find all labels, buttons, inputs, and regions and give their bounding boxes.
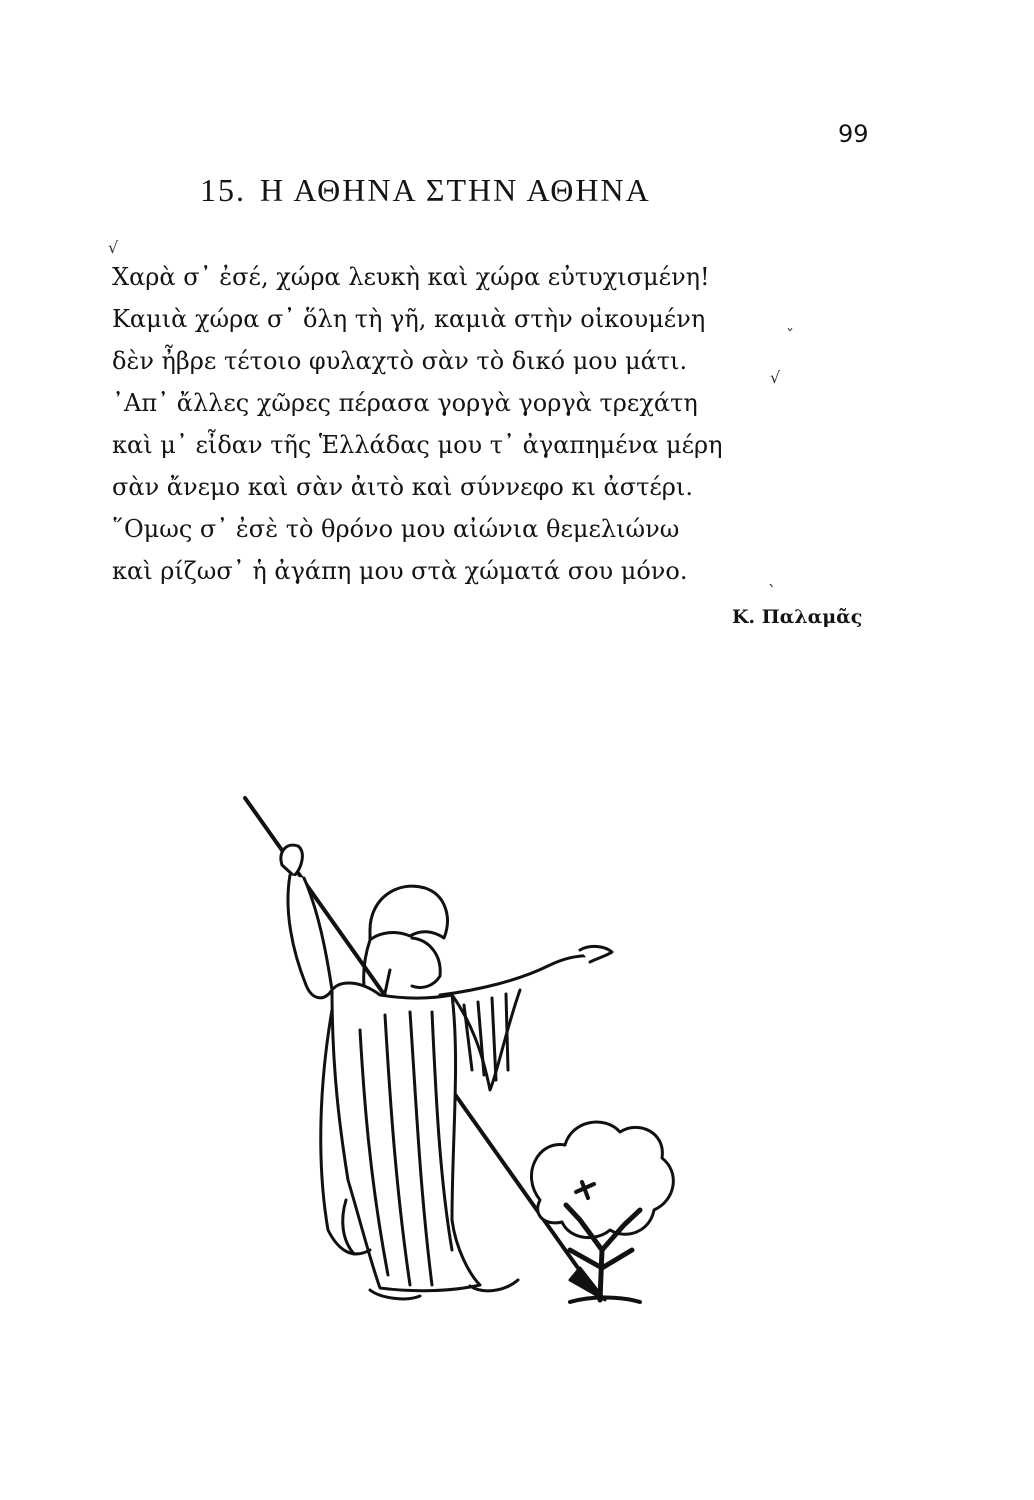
raised-arm <box>288 875 332 998</box>
athena-illustration <box>220 780 700 1330</box>
poem-title <box>200 172 651 209</box>
poem-line: σὰν ἄνεμο καὶ σὰν ἀιτὸ καὶ σύννεφο κι ἀστέρι. <box>112 473 693 501</box>
robe <box>332 983 480 1291</box>
poem-line: ᾿Απ᾿ ἄλλες χῶρες πέρασα γοργὰ γοργὰ τρεχάτη <box>112 389 698 417</box>
check-mark-icon: √ <box>108 238 119 257</box>
poem-title-text: Η ΑΘΗΝΑ ΣΤΗΝ ΑΘΗΝΑ <box>260 172 651 208</box>
sleeve-drape <box>452 990 520 1090</box>
helmet <box>370 886 447 940</box>
raised-hand <box>281 845 302 876</box>
outstretched-arm <box>440 956 592 995</box>
check-mark-icon: √ <box>770 368 781 387</box>
tick-mark-icon: ˎ <box>768 568 776 587</box>
poem-line: καὶ μ᾿ εἶδαν τῆς Ἑλλάδας μου τ᾿ ἀγαπημένα μέρη <box>112 431 723 459</box>
poem-line: Καμιὰ χώρα σ᾿ ὅλη τὴ γῆ, καμιὰ στὴν οἰκουμένη <box>112 305 706 333</box>
poem-number: 15. <box>200 172 246 208</box>
poem-line: δὲν ἦβρε τέτοιο φυλαχτὸ σὰν τὸ δικό μου μάτι. <box>112 347 688 375</box>
pointing-hand <box>580 946 612 962</box>
poem-body <box>112 256 812 592</box>
poem-author: Κ. Παλαμᾶς <box>732 606 863 628</box>
page-number: 99 <box>838 120 869 148</box>
tree-canopy <box>531 1122 673 1238</box>
tick-mark-icon: ˇ <box>786 326 794 345</box>
poem-line: καὶ ρίζωσ᾿ ἡ ἀγάπη μου στὰ χώματά σου μόνο. <box>112 557 688 585</box>
face <box>412 938 440 988</box>
poem-line: ῞Ομως σ᾿ ἐσὲ τὸ θρόνο μου αἰώνια θεμελιώνω <box>112 515 680 543</box>
poem-line: Χαρὰ σ᾿ ἐσέ, χώρα λευκὴ καὶ χώρα εὐτυχισμένη! <box>112 263 710 291</box>
